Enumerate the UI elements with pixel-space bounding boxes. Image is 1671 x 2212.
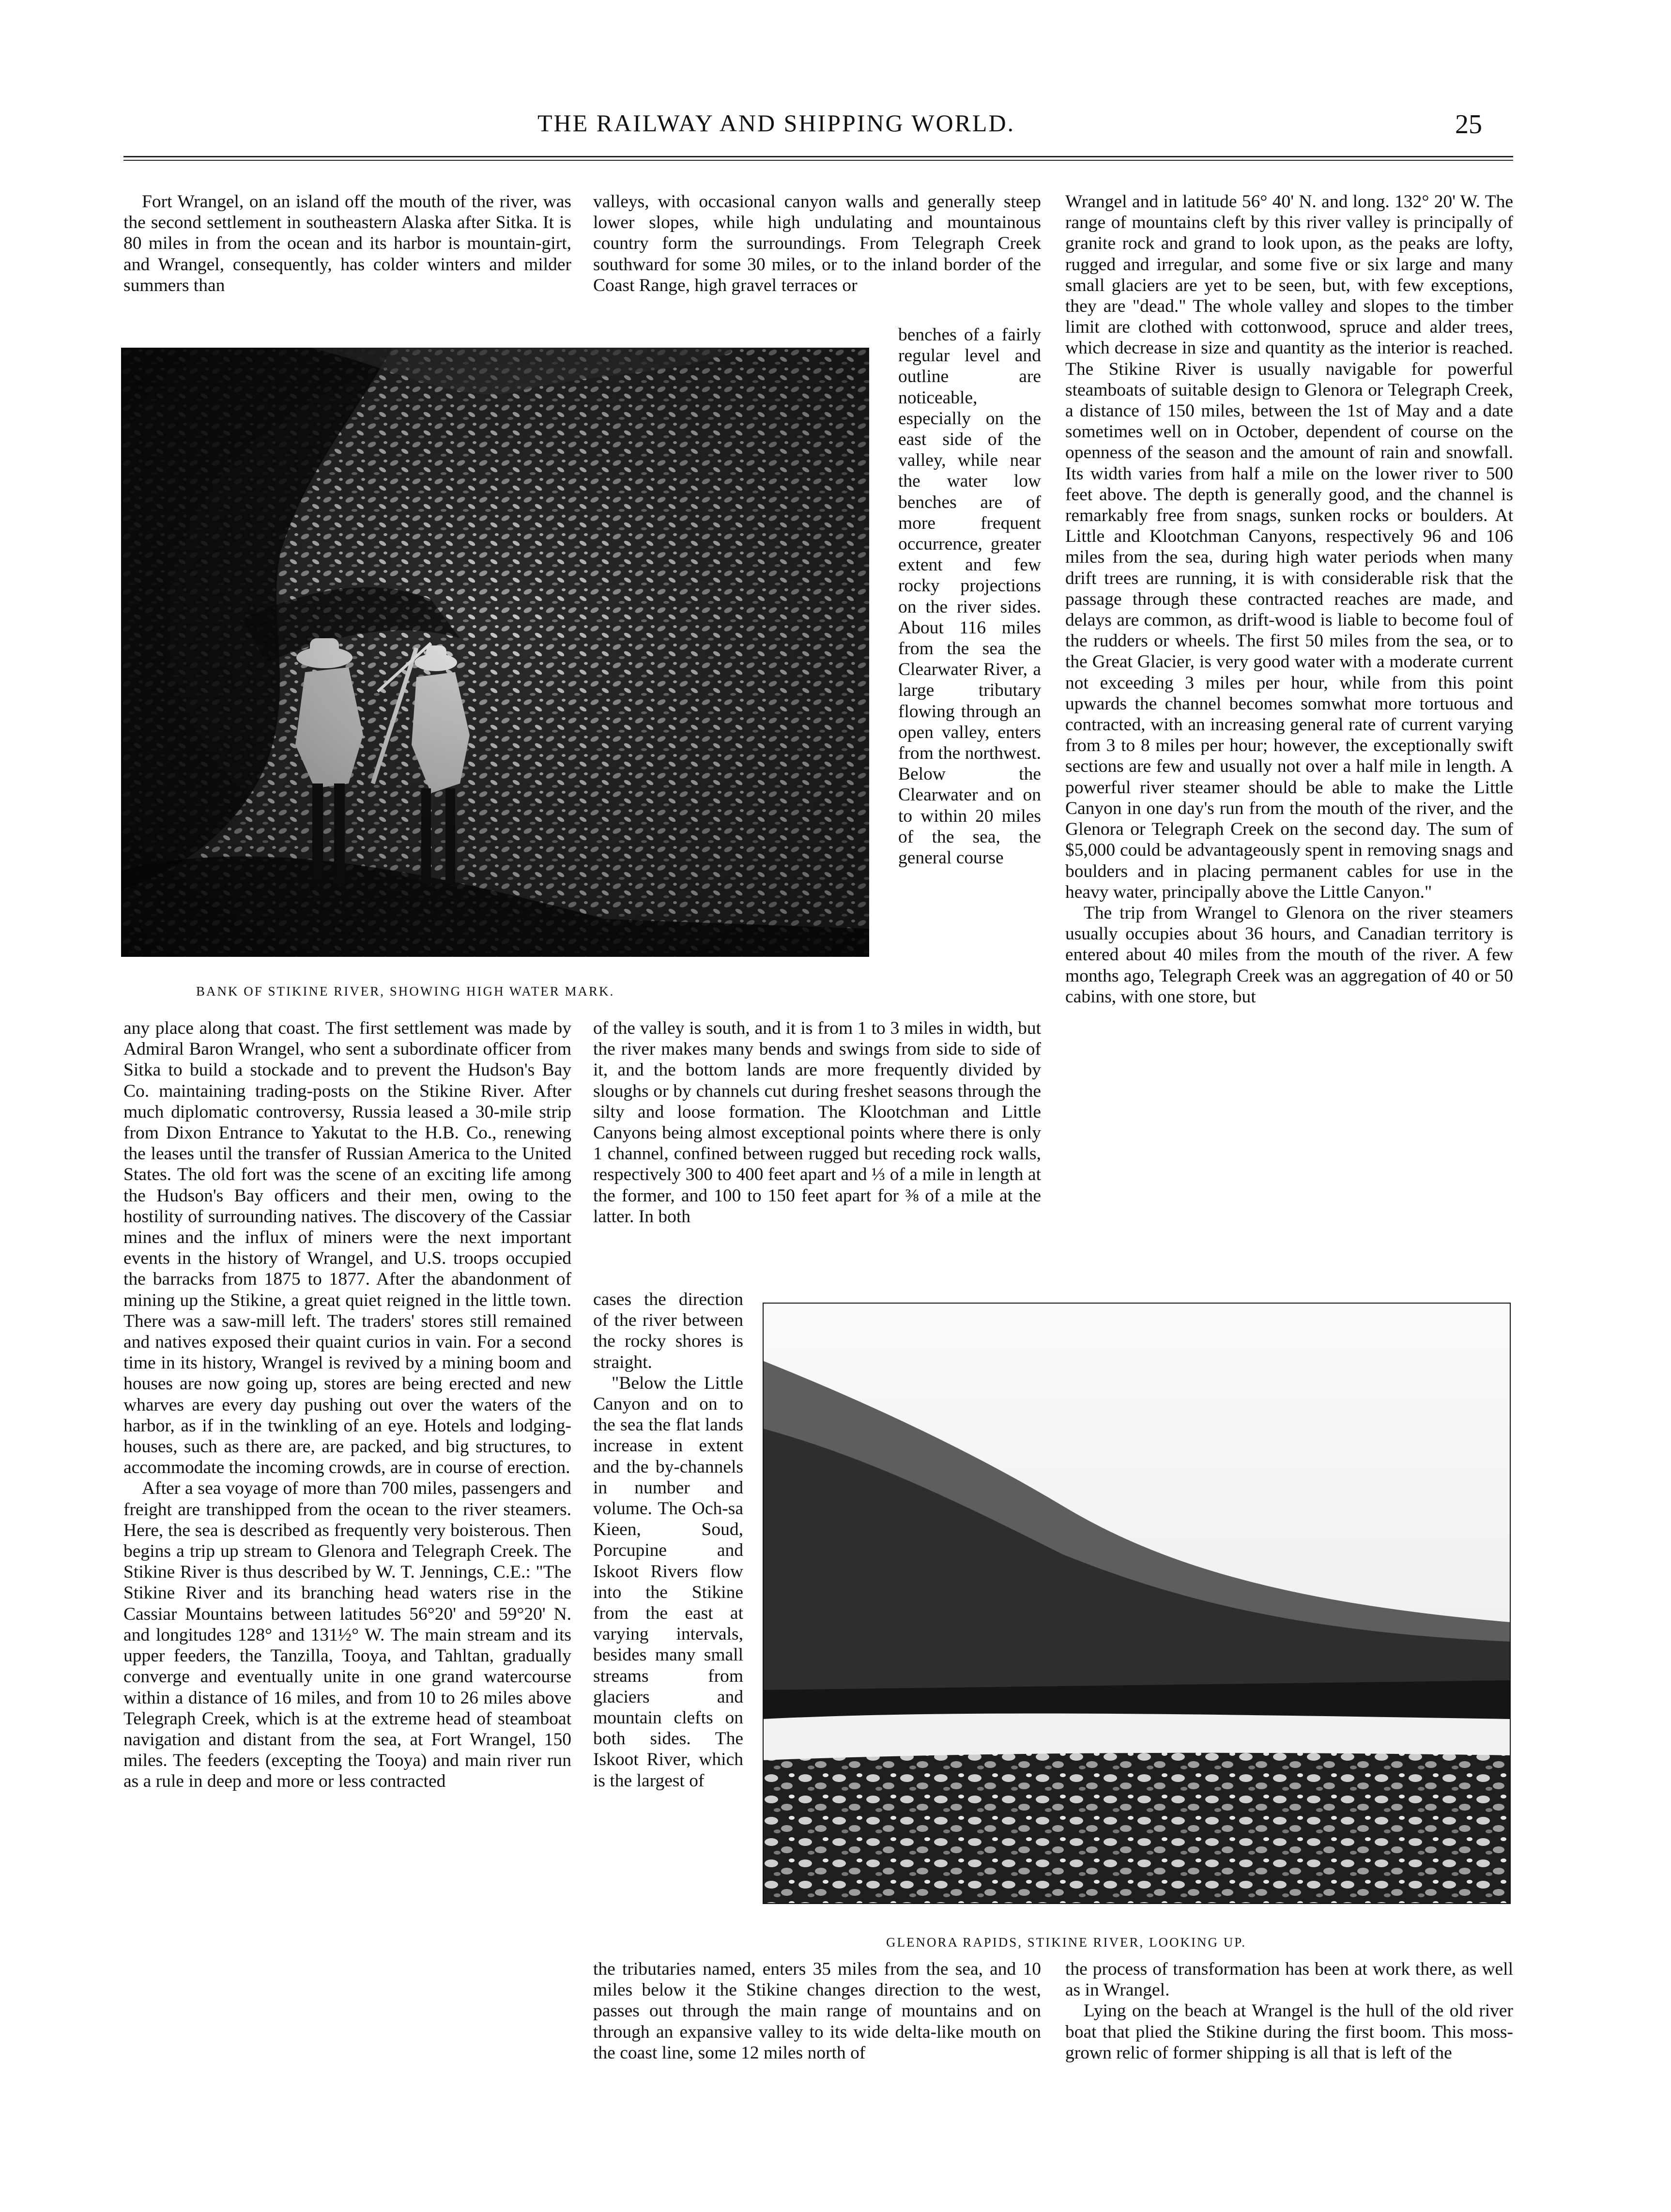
col1-body [123,1018,571,2081]
col2-top [593,191,1041,324]
journal-title: THE RAILWAY AND SHIPPING WORLD. [537,109,1015,137]
col2-bottom [593,1959,1041,2080]
running-header [0,109,1671,148]
bank-photo-image [121,348,869,957]
col1-paragraph-2: After a sea voyage of more than 700 miles, passengers and freight are transhipped from the ocean to the river steamers. Here, the sea is described as frequently very boisterous. Then begins a trip up stream to Glenora and Telegraph Creek. The Stikine River is thus described by W. T. Jennings, C.E.: "The Stikine River and its branching head waters rise in the Cassiar Mountains between latitudes 56°20' and 59°20' N. and longitudes 128° and 131½° W. The main stream and its upper feeders, the Tanzilla, Tooya, and Tahltan, gradually converge and eventually unite in one grand watercourse within a distance of 16 miles, and from 10 to 26 miles above Telegraph Creek, which is at the extreme head of steamboat navigation and distant from the sea, at Fort Wrangel, 150 miles. The feeders (excepting the Tooya) and main river run as a rule in deep and more or less contracted [123,1478,571,1792]
col2-bottom-paragraph: the tributaries named, enters 35 miles from the sea, and 10 miles below it the Stikine changes direction to the west, passes out through the main range of mountains and on through an expansive valley to its wide delta-like mouth on the coast line, some 12 miles north of [593,1959,1041,2063]
bank-photo [121,348,869,957]
col1-top-paragraph: Fort Wrangel, on an island off the mouth of the river, was the second settlement in southeastern Alaska after Sitka. It is 80 miles in from the ocean and its harbor is mountain-girt, and Wrangel, consequently, has colder winters and milder summers than [123,192,571,295]
rapids-photo-caption: GLENORA RAPIDS, STIKINE RIVER, LOOKING UP. [886,1935,1247,1950]
col3-bottom [1065,1959,1513,2080]
col2-narrow-text: benches of a fairly regular level and outline are noticeable, especially on the east side of the valley, while near the water low benches are of more frequent occurrence, greater extent and few rocky projections on the river sides. About 116 miles from the sea the Clearwater River, a large tributary flowing through an open valley, enters from the northwest. Below the Clearwater and on to within 20 miles of the sea, the general course [898,325,1041,868]
page-number: 25 [1455,109,1482,139]
rapids-photo-image [763,1303,1511,1904]
col3-paragraph-1: Wrangel and in latitude 56° 40' N. and long. 132° 20' W. The range of mountains cleft by this river valley is principally of granite rock and grand to look upon, as the peaks are lofty, rugged and irregular, and some five or six large and many small glaciers are yet to be seen, but, with few exceptions, they are "dead." The whole valley and slopes to the timber limit are clothed with cottonwood, spruce and alder trees, which decrease in size and quantity as the interior is reached. The Stikine River is usually navigable for powerful steamboats of suitable design to Glenora or Telegraph Creek, a distance of 150 miles, between the 1st of May and a date sometimes well on in October, dependent of course on the openness of the season and the amount of rain and snowfall. Its width varies from half a mile on the lower river to 500 feet above. The depth is generally good, and the channel is remarkably free from snags, sunken rocks or boulders. At Little and Klootchman Canyons, respectively 96 and 106 miles from the sea, during high water periods when many drift trees are running, it is with considerable risk that the passage through these contracted reaches are made, and delays are common, as drift-wood is liable to become foul of the rudders or wheels. The first 50 miles from the sea, or to the Great Glacier, is very good water with a moderate current not exceeding 3 miles per hour, while from this point upwards the channel becomes somwhat more tortuous and contracted, with an increasing general rate of current varying from 3 to 8 miles per hour; however, the exceptionally swift sections are few and usually not over a half mile in length. A powerful river steamer should be able to make the Little Canyon in one day's run from the mouth of the river, and the Glenora or Telegraph Creek on the second day. The sum of $5,000 could be advantageously spent in removing snags and boulders and in placing permanent cables for use in the heavy water, principally above the Little Canyon." [1065,192,1513,902]
col2-narrow-lower [593,1289,743,1952]
header-rule [123,156,1513,157]
col1-top [123,191,571,324]
bank-photo-caption: BANK OF STIKINE RIVER, SHOWING HIGH WATER MARK. [196,984,615,998]
col1-paragraph-1: any place along that coast. The first settlement was made by Admiral Baron Wrangel, who sent a subordinate officer from Sitka to build a stockade and to prevent the Hudson's Bay Co. maintaining trading-posts on the Stikine River. After much diplomatic controversy, Russia leased a 30-mile strip from Dixon Entrance to Yakutat to the H.B. Co., renewing the leases until the transfer of Russian America to the United States. The old fort was the scene of an exciting life among the Hudson's Bay officers and their men, owing to the hostility of surrounding natives. The discovery of the Cassiar mines and the influx of miners were the next important events in the history of Wrangel, and U.S. troops occupied the barracks from 1875 to 1877. After the abandonment of mining up the Stikine, a great quiet reigned in the little town. There was a saw-mill left. The traders' stores still remained and natives exposed their quaint curios in vain. For a second time in its history, Wrangel is revived by a mining boom and houses are now going up, stores are being erected and new wharves are every day pushing out over the waters of the harbor, as if in the twinkling of an eye. Hotels and lodging-houses, such as there are, are packed, and big structures, to accommodate the incoming crowds, are in course of erection. [123,1018,571,1478]
rapids-photo [763,1303,1511,1904]
col3-bottom-paragraph-2: Lying on the beach at Wrangel is the hull of the old river boat that plied the Stikine during the first boom. This moss-grown relic of former shipping is all that is left of the [1065,2001,1513,2063]
col3-bottom-paragraph-1: the process of transformation has been at work there, as well as in Wrangel. [1065,1959,1513,2000]
col2-narrow-text-2: cases the direction of the river between the rocky shores is straight. [593,1290,743,1372]
col3-paragraph-2: The trip from Wrangel to Glenora on the river steamers usually occupies about 36 hours, and Canadian territory is entered about 40 miles from the mouth of the river. A few months ago, Telegraph Creek was an aggregation of 40 or 50 cabins, with one store, but [1065,903,1513,1007]
col2-mid [593,1018,1041,1289]
col3-body [1065,191,1513,1283]
col2-narrow-text-3: "Below the Little Canyon and on to the sea the flat lands increase in extent and the by-channels in number and volume. The Och-sa Kieen, Soud, Porcupine and Iskoot Rivers flow into the Stikine from the east at varying intervals, besides many small streams from glaciers and mountain clefts on both sides. The Iskoot River, which is the largest of [593,1373,743,1791]
header-rule-thin [123,160,1513,161]
col2-narrow-wrap [898,324,1041,1000]
col2-top-paragraph: valleys, with occasional canyon walls and generally steep lower slopes, while high undulating and mountainous country form the surroundings. From Telegraph Creek southward for some 30 miles, or to the inland border of the Coast Range, high gravel terraces or [593,192,1041,295]
col2-mid-paragraph: of the valley is south, and it is from 1 to 3 miles in width, but the river makes many bends and swings from side to side of it, and the bottom lands are more frequently divided by sloughs or by channels cut during freshet seasons through the silty and loose formation. The Klootchman and Little Canyons being almost exceptional points where there is only 1 channel, confined between rugged but receding rock walls, respectively 300 to 400 feet apart and ⅓ of a mile in length at the former, and 100 to 150 feet apart for ⅜ of a mile at the latter. In both [593,1018,1041,1227]
